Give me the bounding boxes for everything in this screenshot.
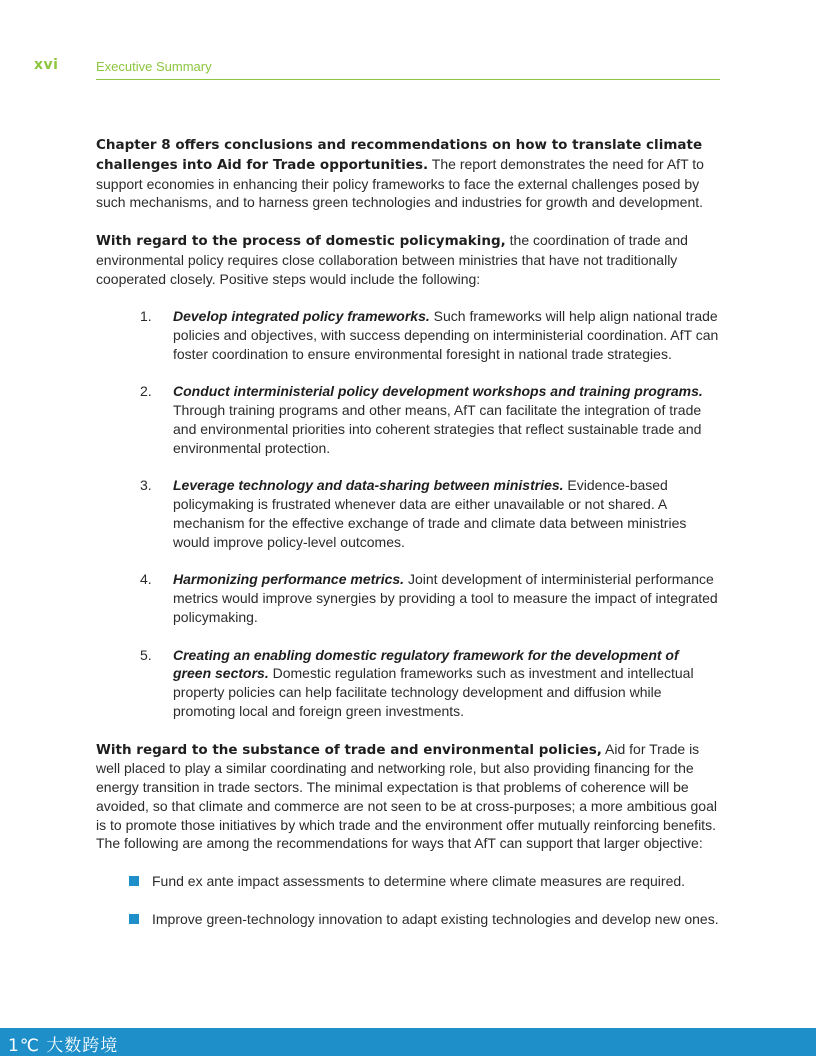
item-text: Through training programs and other means, AfT can facilitate the integration of trade and environmental priorities into coherent strategies that reflect sustainable trade and environmental protection.: [173, 402, 702, 456]
item-title: Harmonizing performance metrics.: [173, 571, 405, 588]
item-text: Evidence-based policymaking is frustrated whenever data are either unavailable or not shared. A mechanism for the effective exchange of trade and climate data between ministries would improve policy-level outcomes.: [173, 477, 687, 550]
item-text: Domestic regulation frameworks such as investment and intellectual property policies can help facilitate technology development and diffusion while promoting local and foreign green investments.: [173, 665, 694, 719]
list-item: [152, 872, 720, 891]
list-item: [140, 307, 720, 363]
paragraph-text: the coordination of trade and environmental policy requires close collaboration between ministries that have not traditionally cooperated closely. Positive steps would include the following:: [96, 231, 688, 287]
square-bullet-icon: [129, 876, 139, 886]
page-number: xvi: [34, 57, 59, 73]
item-number: 2.: [140, 383, 152, 400]
list-item: [140, 570, 720, 626]
paragraph-lead: With regard to the process of domestic policymaking,: [96, 232, 506, 249]
item-number: 3.: [140, 477, 152, 494]
header-rule: [96, 79, 720, 80]
paragraph-text: The report demonstrates the need for AfT to support economies in enhancing their policy frameworks to face the external challenges posed by such mechanisms, and to harness green technologies and industries for growth and development.: [96, 155, 704, 211]
item-title: Creating an enabling domestic regulatory framework for the development of green sectors.: [173, 646, 679, 682]
item-number: 1.: [140, 308, 152, 325]
trade-environment-paragraph: [96, 740, 720, 854]
item-title: Leverage technology and data-sharing between ministries.: [173, 477, 564, 494]
bullet-text: Fund ex ante impact assessments to determine where climate measures are required.: [152, 873, 686, 890]
item-number: 4.: [140, 571, 152, 588]
running-head: Executive Summary: [96, 59, 212, 74]
list-item: [152, 910, 720, 929]
list-item: [140, 646, 720, 721]
item-text: Such frameworks will help align national trade policies and objectives, with success depending on interministerial coordination. AfT can foster coordination to ensure environmental foresight in national trade strategies.: [173, 308, 719, 362]
watermark-logo: 1℃ 大数跨境: [8, 1036, 119, 1056]
item-title: Develop integrated policy frameworks.: [173, 308, 430, 325]
bullet-text: Improve green-technology innovation to adapt existing technologies and develop new ones.: [152, 910, 719, 927]
paragraph-text: Aid for Trade is well placed to play a similar coordinating and networking role, but also providing financing for the energy transition in trade sectors. The minimal expectation is that problems of coherence will be avoided, so that climate and commerce are not seen to be at cross-purposes; a more ambitious goal is to promote those initiatives by which trade and the environment offer mutually reinforcing benefits. The following are among the recommendations for ways that AfT can support that larger objective:: [96, 740, 717, 852]
list-item: [140, 476, 720, 551]
paragraph-lead: Chapter 8 offers conclusions and recommendations on how to translate climate challenges into Aid for Trade opportunities.: [96, 137, 703, 173]
policymaking-paragraph: [96, 231, 720, 288]
chapter8-paragraph: [96, 135, 720, 212]
square-bullet-icon: [129, 914, 139, 924]
paragraph-lead: With regard to the substance of trade and environmental policies,: [96, 741, 602, 758]
item-number: 5.: [140, 646, 152, 663]
item-text: Joint development of interministerial performance metrics would improve synergies by providing a tool to measure the impact of integrated policymaking.: [173, 571, 718, 625]
recommendations-list: [96, 307, 720, 721]
page-body: [96, 135, 720, 947]
footer-bar: [0, 1028, 816, 1056]
list-item: [140, 382, 720, 457]
bullet-list: [96, 872, 720, 928]
item-title: Conduct interministerial policy development workshops and training programs.: [173, 383, 703, 400]
